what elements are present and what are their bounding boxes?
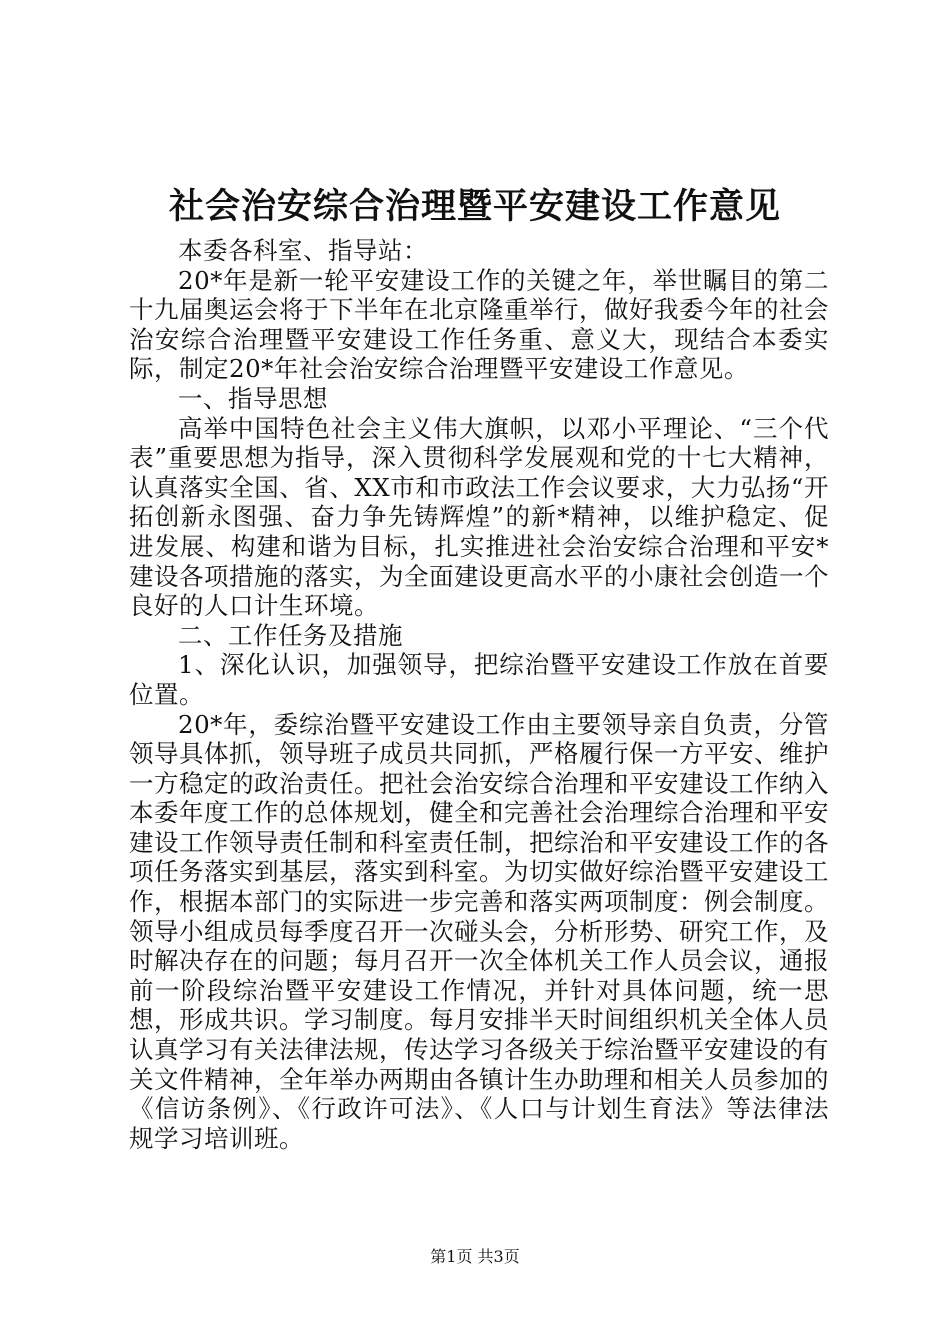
guiding-thought-paragraph: 高举中国特色社会主义伟大旗帜，以邓小平理论、“三个代表”重要思想为指导，深入贯彻科学发展观和党的十七大精神，认真落实全国、省、XX市和市政法工作会议要求，大力弘扬“开拓创新永图强、奋力争先铸辉煌”的新*精神，以维护稳定、促进发展、构建和谐为目标，扎实推进社会治安综合治理和平安*建设各项措施的落实，为全面建设更高水平的小康社会创造一个良好的人口计生环境。 (129, 413, 829, 621)
section-heading-tasks: 二、工作任务及措施 (178, 620, 403, 650)
task-item-1-heading: 1、深化认识，加强领导，把综治暨平安建设工作放在首要位置。 (129, 650, 829, 709)
task-item-1-paragraph: 20*年，委综治暨平安建设工作由主要领导亲自负责，分管领导具体抓，领导班子成员共同抓，严格履行保一方平安、维护一方稳定的政治责任。把社会治安综合治理和平安建设工作纳入本委年度工作的总体规划，健全和完善社会治理综合治理和平安建设工作领导责任制和科室责任制，把综治和平安建设工作的各项任务落实到基层，落实到科室。为切实做好综治暨平安建设工作，根据本部门的实际进一步完善和落实两项制度：例会制度。领导小组成员每季度召开一次碰头会，分析形势、研究工作，及时解决存在的问题；每月召开一次全体机关工作人员会议，通报前一阶段综治暨平安建设工作情况，并针对具体问题，统一思想，形成共识。学习制度。每月安排半天时间组织机关全体人员认真学习有关法律法规，传达学习各级关于综治暨平安建设的有关文件精神，全年举办两期由各镇计生办助理和相关人员参加的《信访条例》、《行政许可法》、《人口与计划生育法》等法律法规学习培训班。 (129, 709, 829, 1153)
page-footer: 第1页 共3页 (430, 1247, 520, 1266)
section-heading-guiding-thought: 一、指导思想 (178, 383, 328, 413)
intro-paragraph: 20*年是新一轮平安建设工作的关键之年，举世瞩目的第二十九届奥运会将于下半年在北京隆重举行，做好我委今年的社会治安综合治理暨平安建设工作任务重、意义大，现结合本委实际，制定20*年社会治安综合治理暨平安建设工作意见。 (129, 265, 829, 384)
document-body (129, 236, 829, 1153)
document-title: 社会治安综合治理暨平安建设工作意见 (168, 186, 781, 227)
salutation: 本委各科室、指导站： (178, 236, 428, 265)
